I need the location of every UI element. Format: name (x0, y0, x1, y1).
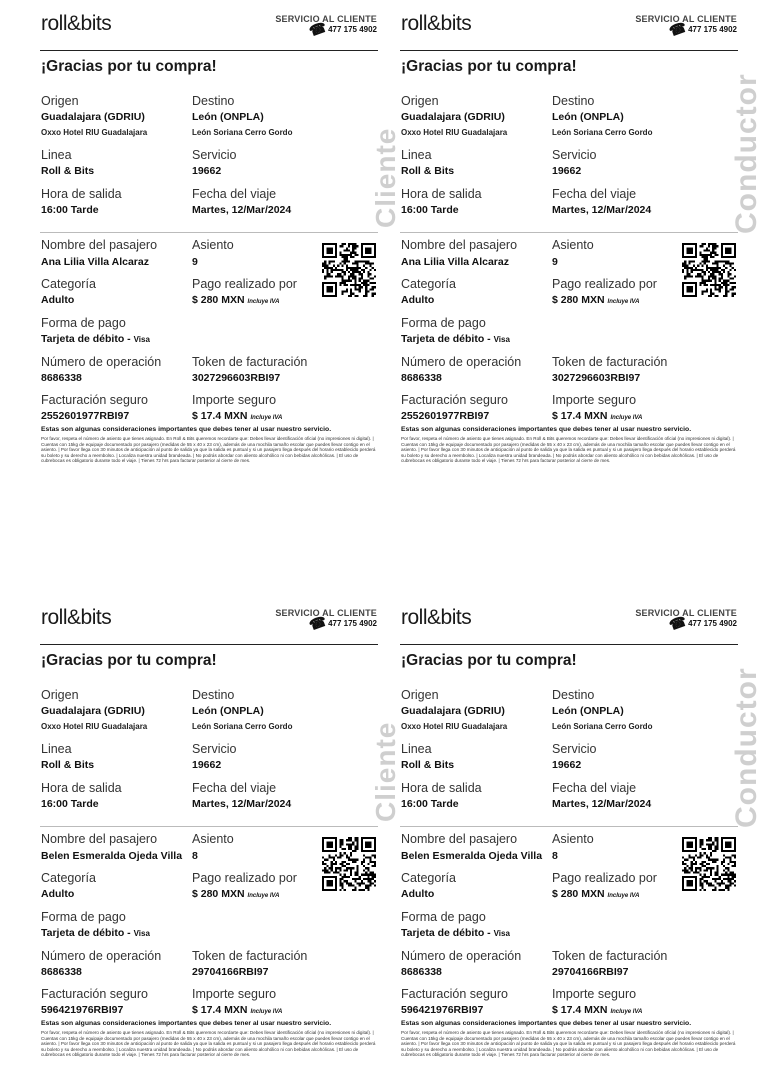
service-label: Servicio (552, 148, 597, 162)
departure-value: 16:00 Tarde (41, 798, 99, 810)
departure-value: 16:00 Tarde (401, 204, 459, 216)
payment-amount: $ 280 MXN (552, 888, 605, 900)
customer-service (275, 14, 377, 40)
section-divider (400, 826, 738, 827)
passenger-name: Belen Esmeralda Ojeda Villa (401, 850, 543, 862)
line-label: Linea (401, 148, 432, 162)
notice-title: Estas son algunas consideraciones importantes que debes tener al usar nuestro servicio. (401, 1020, 692, 1027)
section-divider (400, 232, 738, 233)
line-value: Roll & Bits (41, 759, 95, 771)
secure-billing-label: Facturación seguro (41, 393, 149, 407)
insurance-value (552, 410, 642, 422)
payment-method: Tarjeta de débito - (401, 927, 491, 939)
passenger-name: Belen Esmeralda Ojeda Villa (41, 850, 183, 862)
passenger-name: Ana Lilia Villa Alcaraz (41, 256, 149, 268)
date-label: Fecha del viaje (192, 187, 277, 201)
passenger-label: Nombre del pasajero (401, 832, 518, 846)
secure-billing-label: Facturación seguro (401, 987, 509, 1001)
date-value: Martes, 12/Mar/2024 (192, 798, 292, 810)
date-value: Martes, 12/Mar/2024 (552, 204, 652, 216)
thanks-heading: ¡Gracias por tu compra! (41, 652, 217, 669)
date-label: Fecha del viaje (552, 781, 637, 795)
line-value: Roll & Bits (401, 165, 455, 177)
header-divider (40, 644, 378, 645)
origin-label: Origen (401, 94, 439, 108)
insurance-value (192, 410, 282, 422)
origin-place: Oxxo Hotel RIU Guadalajara (401, 722, 508, 731)
customer-service-label: SERVICIO AL CLIENTE (275, 14, 377, 24)
payment-value (552, 294, 639, 306)
insurance-amount: $ 17.4 MXN (192, 1004, 248, 1016)
insurance-label: Importe seguro (192, 987, 277, 1001)
date-value: Martes, 12/Mar/2024 (192, 204, 292, 216)
ticket-driver-2 (400, 604, 763, 1084)
copy-watermark: Cliente (370, 721, 401, 822)
seat-value: 9 (192, 256, 198, 268)
header-divider (40, 50, 378, 51)
notice-body: Por favor, respeta el número de asiento que tienes asignado. En Roll & Bits queremos recordarte que: Debes llevar identificación oficial (no impresiones ni digital). | Cuentas con 15kg de equipaje documentado por pasajero (medidas de 55 x 40 x 23 cm), además de una mochila tamaño escolar que puedes llevar contigo en el asiento. | Por favor llega con 30 minutos de anticipación al punto de salida ya que la salida es puntual y si un pasajero llega después del horario establecido perderá su boleto y su derecho a reembolso. | Localiza nuestra unidad brandeada. | No podrás abordar con aliento alcohólico ni con bebidas alcohólicas. | El uso de cubrebocas es obligatorio durante todo el viaje. | Tienes 72 hrs para facturar posterior al cierre de mes. (41, 1030, 376, 1058)
seat-value: 8 (552, 850, 558, 862)
token-label: Token de facturación (552, 949, 668, 963)
token-label: Token de facturación (192, 355, 308, 369)
seat-value: 8 (192, 850, 198, 862)
thanks-heading: ¡Gracias por tu compra! (401, 652, 577, 669)
copy-watermark: Conductor (730, 667, 763, 828)
qr-code (322, 837, 376, 891)
payment-amount: $ 280 MXN (192, 888, 245, 900)
seat-value: 9 (552, 256, 558, 268)
customer-service (635, 14, 737, 40)
insurance-value (192, 1004, 282, 1016)
notice-title: Estas son algunas consideraciones importantes que debes tener al usar nuestro servicio. (401, 426, 692, 433)
line-value: Roll & Bits (401, 759, 455, 771)
insurance-label: Importe seguro (552, 393, 637, 407)
customer-service-label: SERVICIO AL CLIENTE (635, 608, 737, 618)
vat-note: Incluye IVA (247, 893, 280, 899)
token-value: 3027296603RBI97 (552, 372, 641, 384)
phone-number: 477 175 4902 (328, 619, 377, 628)
category-label: Categoría (401, 277, 456, 291)
service-label: Servicio (192, 148, 237, 162)
destination-place: León Soriana Cerro Gordo (552, 722, 653, 731)
card-brand: Visa (133, 335, 150, 344)
vat-note: Incluye IVA (607, 299, 640, 305)
insurance-amount: $ 17.4 MXN (192, 410, 248, 422)
notice-body: Por favor, respeta el número de asiento que tienes asignado. En Roll & Bits queremos recordarte que: Debes llevar identificación oficial (no impresiones ni digital). | Cuentas con 15kg de equipaje documentado por pasajero (medidas de 55 x 40 x 23 cm), además de una mochila tamaño escolar que puedes llevar contigo en el asiento. | Por favor llega con 30 minutos de anticipación al punto de salida ya que la salida es puntual y si un pasajero llega después del horario establecido perderá su boleto y su derecho a reembolso. | Localiza nuestra unidad brandeada. | No podrás abordar con aliento alcohólico ni con bebidas alcohólicas. | El uso de cubrebocas es obligatorio durante todo el viaje. | Tienes 72 hrs para facturar posterior al cierre de mes. (401, 1030, 736, 1058)
phone-icon: ☎ (306, 18, 329, 40)
payment-method-label: Forma de pago (41, 910, 126, 924)
destination-value: León (ONPLA) (552, 705, 624, 717)
token-value: 29704166RBI97 (552, 966, 629, 978)
insurance-label: Importe seguro (192, 393, 277, 407)
service-value: 19662 (552, 759, 582, 771)
destination-label: Destino (192, 94, 235, 108)
secure-billing-label: Facturación seguro (401, 393, 509, 407)
phone-number: 477 175 4902 (688, 619, 737, 628)
qr-code (682, 243, 736, 297)
date-label: Fecha del viaje (192, 781, 277, 795)
customer-service-label: SERVICIO AL CLIENTE (635, 14, 737, 24)
origin-value: Guadalajara (GDRIU) (401, 111, 505, 123)
customer-service (635, 608, 737, 634)
service-value: 19662 (552, 165, 582, 177)
destination-label: Destino (192, 688, 235, 702)
date-label: Fecha del viaje (552, 187, 637, 201)
destination-place: León Soriana Cerro Gordo (552, 128, 653, 137)
service-value: 19662 (192, 759, 222, 771)
operation-value: 8686338 (41, 966, 82, 978)
copy-watermark: Cliente (370, 127, 401, 228)
notice-body: Por favor, respeta el número de asiento que tienes asignado. En Roll & Bits queremos recordarte que: Debes llevar identificación oficial (no impresiones ni digital). | Cuentas con 15kg de equipaje documentado por pasajero (medidas de 55 x 40 x 23 cm), además de una mochila tamaño escolar que puedes llevar contigo en el asiento. | Por favor llega con 30 minutos de anticipación al punto de salida ya que la salida es puntual y si un pasajero llega después del horario establecido perderá su boleto y su derecho a reembolso. | Localiza nuestra unidad brandeada. | No podrás abordar con aliento alcohólico ni con bebidas alcohólicas. | El uso de cubrebocas es obligatorio durante todo el viaje. | Tienes 72 hrs para facturar posterior al cierre de mes. (401, 436, 736, 464)
phone-icon: ☎ (666, 18, 689, 40)
origin-place: Oxxo Hotel RIU Guadalajara (41, 128, 148, 137)
payment-amount: $ 280 MXN (552, 294, 605, 306)
header-divider (400, 644, 738, 645)
qr-code (322, 243, 376, 297)
phone-icon: ☎ (666, 612, 689, 634)
payment-method-label: Forma de pago (41, 316, 126, 330)
ticket-client-2 (40, 604, 401, 1084)
destination-label: Destino (552, 94, 595, 108)
notice-body: Por favor, respeta el número de asiento que tienes asignado. En Roll & Bits queremos recordarte que: Debes llevar identificación oficial (no impresiones ni digital). | Cuentas con 15kg de equipaje documentado por pasajero (medidas de 55 x 40 x 23 cm), además de una mochila tamaño escolar que puedes llevar contigo en el asiento. | Por favor llega con 30 minutos de anticipación al punto de salida ya que la salida es puntual y si un pasajero llega después del horario establecido perderá su boleto y su derecho a reembolso. | Localiza nuestra unidad brandeada. | No podrás abordar con aliento alcohólico ni con bebidas alcohólicas. | El uso de cubrebocas es obligatorio durante todo el viaje. | Tienes 72 hrs para facturar posterior al cierre de mes. (41, 436, 376, 464)
payment-value (192, 888, 279, 900)
seat-label: Asiento (192, 238, 234, 252)
operation-value: 8686338 (401, 372, 442, 384)
date-value: Martes, 12/Mar/2024 (552, 798, 652, 810)
origin-place: Oxxo Hotel RIU Guadalajara (401, 128, 508, 137)
origin-place: Oxxo Hotel RIU Guadalajara (41, 722, 148, 731)
service-label: Servicio (192, 742, 237, 756)
payment-label: Pago realizado por (192, 871, 297, 885)
category-label: Categoría (401, 871, 456, 885)
operation-label: Número de operación (401, 355, 522, 369)
line-label: Linea (41, 148, 72, 162)
category-label: Categoría (41, 871, 96, 885)
vat-note: Incluye IVA (247, 299, 280, 305)
payment-amount: $ 280 MXN (192, 294, 245, 306)
vat-note: Incluye IVA (610, 415, 643, 421)
header-divider (400, 50, 738, 51)
brand-logo: roll&bits (41, 606, 112, 629)
operation-label: Número de operación (401, 949, 522, 963)
token-value: 3027296603RBI97 (192, 372, 281, 384)
departure-label: Hora de salida (41, 781, 122, 795)
departure-label: Hora de salida (401, 187, 482, 201)
line-label: Linea (401, 742, 432, 756)
origin-label: Origen (401, 688, 439, 702)
payment-label: Pago realizado por (552, 277, 657, 291)
payment-label: Pago realizado por (552, 871, 657, 885)
origin-label: Origen (41, 688, 79, 702)
vat-note: Incluye IVA (250, 1009, 283, 1015)
token-value: 29704166RBI97 (192, 966, 269, 978)
departure-value: 16:00 Tarde (401, 798, 459, 810)
category-label: Categoría (41, 277, 96, 291)
operation-label: Número de operación (41, 949, 162, 963)
origin-value: Guadalajara (GDRIU) (41, 705, 145, 717)
category-value: Adulto (41, 294, 75, 306)
destination-place: León Soriana Cerro Gordo (192, 722, 293, 731)
token-label: Token de facturación (552, 355, 668, 369)
brand-logo: roll&bits (401, 606, 472, 629)
notice-title: Estas son algunas consideraciones importantes que debes tener al usar nuestro servicio. (41, 426, 332, 433)
departure-label: Hora de salida (41, 187, 122, 201)
secure-billing-value: 596421976RBI97 (401, 1004, 484, 1016)
destination-value: León (ONPLA) (552, 111, 624, 123)
seat-label: Asiento (552, 238, 594, 252)
customer-service (275, 608, 377, 634)
destination-label: Destino (552, 688, 595, 702)
card-brand: Visa (133, 929, 150, 938)
seat-label: Asiento (192, 832, 234, 846)
category-value: Adulto (401, 888, 435, 900)
thanks-heading: ¡Gracias por tu compra! (41, 58, 217, 75)
customer-service-label: SERVICIO AL CLIENTE (275, 608, 377, 618)
destination-value: León (ONPLA) (192, 111, 264, 123)
payment-method-value (401, 333, 510, 345)
payment-method: Tarjeta de débito - (41, 333, 131, 345)
secure-billing-value: 2552601977RBI97 (401, 410, 490, 422)
vat-note: Incluye IVA (610, 1009, 643, 1015)
category-value: Adulto (401, 294, 435, 306)
qr-code (682, 837, 736, 891)
origin-label: Origen (41, 94, 79, 108)
payment-method: Tarjeta de débito - (41, 927, 131, 939)
copy-watermark: Conductor (730, 73, 763, 234)
section-divider (40, 232, 378, 233)
departure-label: Hora de salida (401, 781, 482, 795)
payment-method: Tarjeta de débito - (401, 333, 491, 345)
service-label: Servicio (552, 742, 597, 756)
insurance-amount: $ 17.4 MXN (552, 1004, 608, 1016)
payment-value (552, 888, 639, 900)
passenger-label: Nombre del pasajero (41, 832, 158, 846)
secure-billing-label: Facturación seguro (41, 987, 149, 1001)
destination-place: León Soriana Cerro Gordo (192, 128, 293, 137)
payment-value (192, 294, 279, 306)
origin-value: Guadalajara (GDRIU) (41, 111, 145, 123)
line-label: Linea (41, 742, 72, 756)
insurance-amount: $ 17.4 MXN (552, 410, 608, 422)
payment-label: Pago realizado por (192, 277, 297, 291)
ticket-driver-1 (400, 10, 763, 490)
brand-logo: roll&bits (401, 12, 472, 35)
payment-method-label: Forma de pago (401, 910, 486, 924)
insurance-label: Importe seguro (552, 987, 637, 1001)
notice-title: Estas son algunas consideraciones importantes que debes tener al usar nuestro servicio. (41, 1020, 332, 1027)
operation-label: Número de operación (41, 355, 162, 369)
section-divider (40, 826, 378, 827)
passenger-label: Nombre del pasajero (41, 238, 158, 252)
token-label: Token de facturación (192, 949, 308, 963)
payment-method-value (41, 333, 150, 345)
vat-note: Incluye IVA (607, 893, 640, 899)
phone-number: 477 175 4902 (688, 25, 737, 34)
card-brand: Visa (493, 929, 510, 938)
thanks-heading: ¡Gracias por tu compra! (401, 58, 577, 75)
payment-method-label: Forma de pago (401, 316, 486, 330)
payment-method-value (401, 927, 510, 939)
service-value: 19662 (192, 165, 222, 177)
ticket-client-1 (40, 10, 401, 490)
insurance-value (552, 1004, 642, 1016)
secure-billing-value: 2552601977RBI97 (41, 410, 130, 422)
line-value: Roll & Bits (41, 165, 95, 177)
secure-billing-value: 596421976RBI97 (41, 1004, 124, 1016)
payment-method-value (41, 927, 150, 939)
brand-logo: roll&bits (41, 12, 112, 35)
vat-note: Incluye IVA (250, 415, 283, 421)
operation-value: 8686338 (41, 372, 82, 384)
passenger-label: Nombre del pasajero (401, 238, 518, 252)
destination-value: León (ONPLA) (192, 705, 264, 717)
phone-icon: ☎ (306, 612, 329, 634)
origin-value: Guadalajara (GDRIU) (401, 705, 505, 717)
phone-number: 477 175 4902 (328, 25, 377, 34)
seat-label: Asiento (552, 832, 594, 846)
card-brand: Visa (493, 335, 510, 344)
operation-value: 8686338 (401, 966, 442, 978)
departure-value: 16:00 Tarde (41, 204, 99, 216)
category-value: Adulto (41, 888, 75, 900)
passenger-name: Ana Lilia Villa Alcaraz (401, 256, 509, 268)
